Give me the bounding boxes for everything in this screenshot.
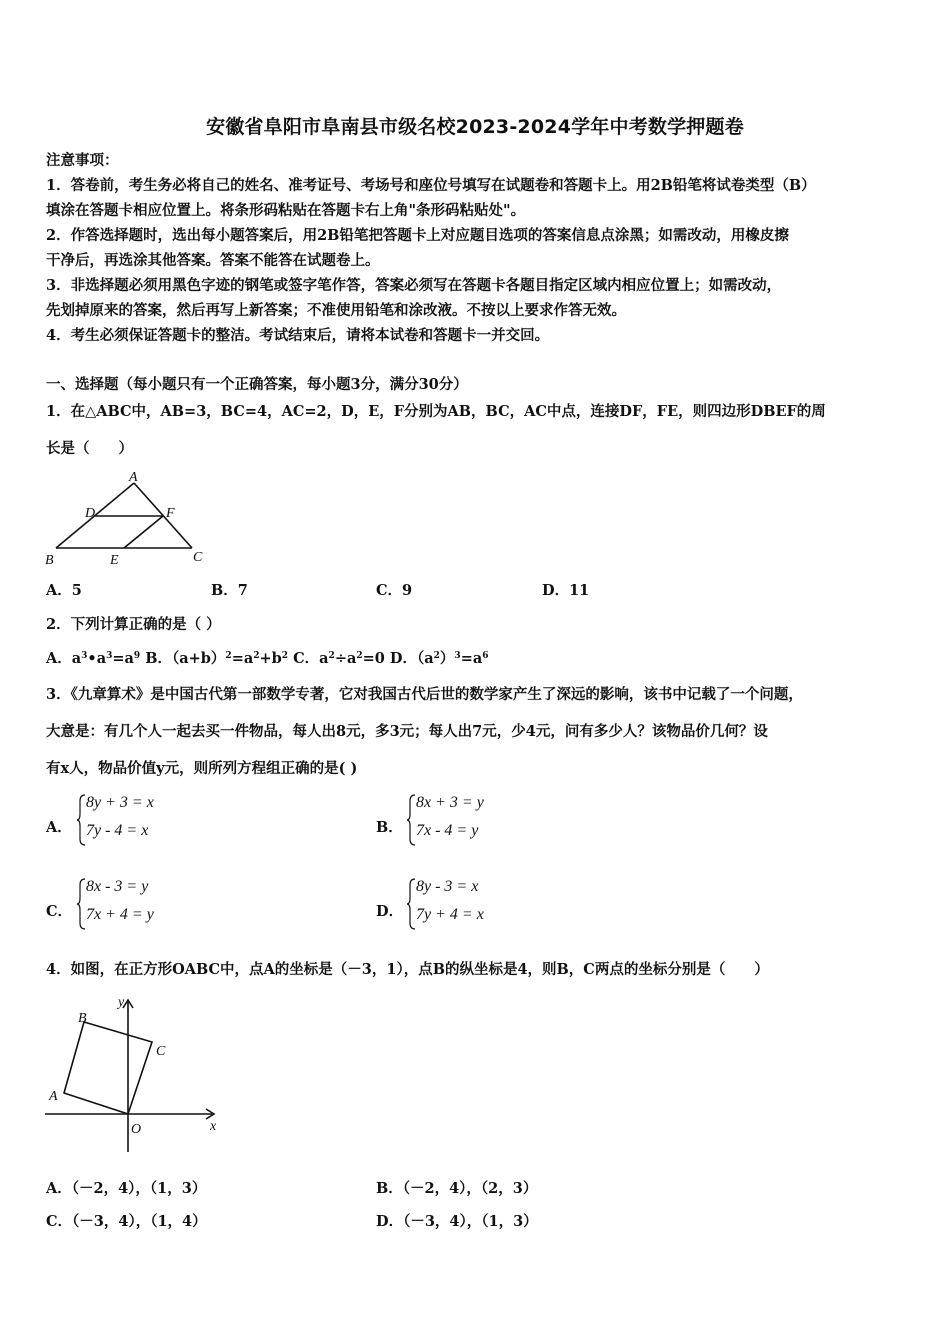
q4-option-a[interactable]: A．（－2，4），（1，3） xyxy=(46,1180,207,1197)
label-e: E xyxy=(110,553,119,568)
notice-line: 填涂在答题卡相应位置上。将条形码粘贴在答题卡右上角"条形码粘贴处"。 xyxy=(46,202,526,219)
q2-option-a[interactable]: A．$a^3•a^3=a^9$ xyxy=(46,650,141,667)
q2-options xyxy=(46,650,489,668)
notice-line: 先划掉原来的答案，然后再写上新答案；不准使用铅笔和涂改液。不按以上要求作答无效。 xyxy=(46,302,626,319)
page-title: 安徽省阜阳市阜南县市级名校2023-2024学年中考数学押题卷 xyxy=(206,116,744,138)
q4-option-c[interactable]: C．（－3，4），（1，4） xyxy=(46,1213,207,1230)
q2-option-d[interactable]: D．$(a^2)^3=a^6$ xyxy=(384,650,489,667)
q3-stem-line2: 大意是：有几个人一起去买一件物品，每人出8元，多3元；每人出7元，少4元，问有多少人？该物品价几何？设 xyxy=(46,723,768,740)
brace-icon xyxy=(76,794,86,846)
q1-triangle-figure xyxy=(40,468,220,570)
q1-option-b[interactable]: B．7 xyxy=(211,582,248,599)
label-c: C xyxy=(156,1044,166,1059)
q3-option-a[interactable]: A． 8y + 3 = x 7y - 4 = x xyxy=(46,794,246,850)
q2-stem: 2．下列计算正确的是（ ） xyxy=(46,616,221,633)
label-o: O xyxy=(131,1122,142,1137)
notice-line: 3．非选择题必须用黑色字迹的钢笔或签字笔作答，答案必须写在答题卡各题目指定区域内相应位置上；如需改动， xyxy=(46,277,782,294)
notice-line: 4．考生必须保证答题卡的整洁。考试结束后，请将本试卷和答题卡一并交回。 xyxy=(46,327,550,344)
brace-icon xyxy=(406,878,416,930)
notice-heading: 注意事项： xyxy=(46,152,119,169)
q2-option-c[interactable]: C．$a^2\div a^2=0$ xyxy=(288,650,385,667)
q4-coordinate-figure xyxy=(40,992,230,1162)
q1-option-d[interactable]: D．11 xyxy=(542,582,590,599)
q3-stem-line3: 有x人，物品价值y元，则所列方程组正确的是( ) xyxy=(46,760,358,777)
label-b: B xyxy=(45,553,54,568)
label-a: A xyxy=(129,470,138,485)
q4-option-d[interactable]: D．（－3，4），（1，3） xyxy=(376,1213,538,1230)
label-a: A xyxy=(49,1089,58,1104)
brace-icon xyxy=(406,794,416,846)
brace-icon xyxy=(76,878,86,930)
notice-line: 干净后，再选涂其他答案。答案不能答在试题卷上。 xyxy=(46,252,380,269)
label-b: B xyxy=(78,1011,87,1026)
q3-option-d[interactable]: D． 8y - 3 = x 7y + 4 = x xyxy=(376,878,576,934)
q2-option-b[interactable]: B．$(a+b)^2=a^2+b^2$ xyxy=(140,650,289,667)
q3-option-b[interactable]: B． 8x + 3 = y 7x - 4 = y xyxy=(376,794,576,850)
label-d: D xyxy=(85,506,96,521)
q4-stem: 4．如图，在正方形OABC中，点A的坐标是（－3，1），点B的纵坐标是4，则B，C两点的坐标分别是（ ） xyxy=(46,961,769,978)
q1-stem-line1: 1．在△ABC中，AB=3，BC=4，AC=2，D，E，F分别为AB，BC，AC中点，连接DF，FE，则四边形DBEF的周 xyxy=(46,403,826,420)
notice-line: 1．答卷前，考生务必将自己的姓名、准考证号、考场号和座位号填写在试题卷和答题卡上。用2B铅笔将试卷类型（B） xyxy=(46,177,816,194)
q1-option-a[interactable]: A．5 xyxy=(46,582,82,599)
q4-option-b[interactable]: B．（－2，4），（2，3） xyxy=(376,1180,538,1197)
label-y: y xyxy=(118,995,125,1010)
q3-option-c[interactable]: C． 8x - 3 = y 7x + 4 = y xyxy=(46,878,246,934)
q1-option-c[interactable]: C．9 xyxy=(376,582,413,599)
label-f: F xyxy=(166,506,175,521)
notice-line: 2．作答选择题时，选出每小题答案后，用2B铅笔把答题卡上对应题目选项的答案信息点涂黑；如需改动，用橡皮擦 xyxy=(46,227,789,244)
q1-stem-line2: 长是（ ） xyxy=(46,440,133,457)
label-c: C xyxy=(193,550,203,565)
section-heading: 一、选择题（每小题只有一个正确答案，每小题3分，满分30分） xyxy=(46,376,468,393)
q3-stem-line1: 3．《九章算术》是中国古代第一部数学专著，它对我国古代后世的数学家产生了深远的影响，该书中记载了一个问题， xyxy=(46,686,803,703)
label-x: x xyxy=(210,1119,217,1134)
